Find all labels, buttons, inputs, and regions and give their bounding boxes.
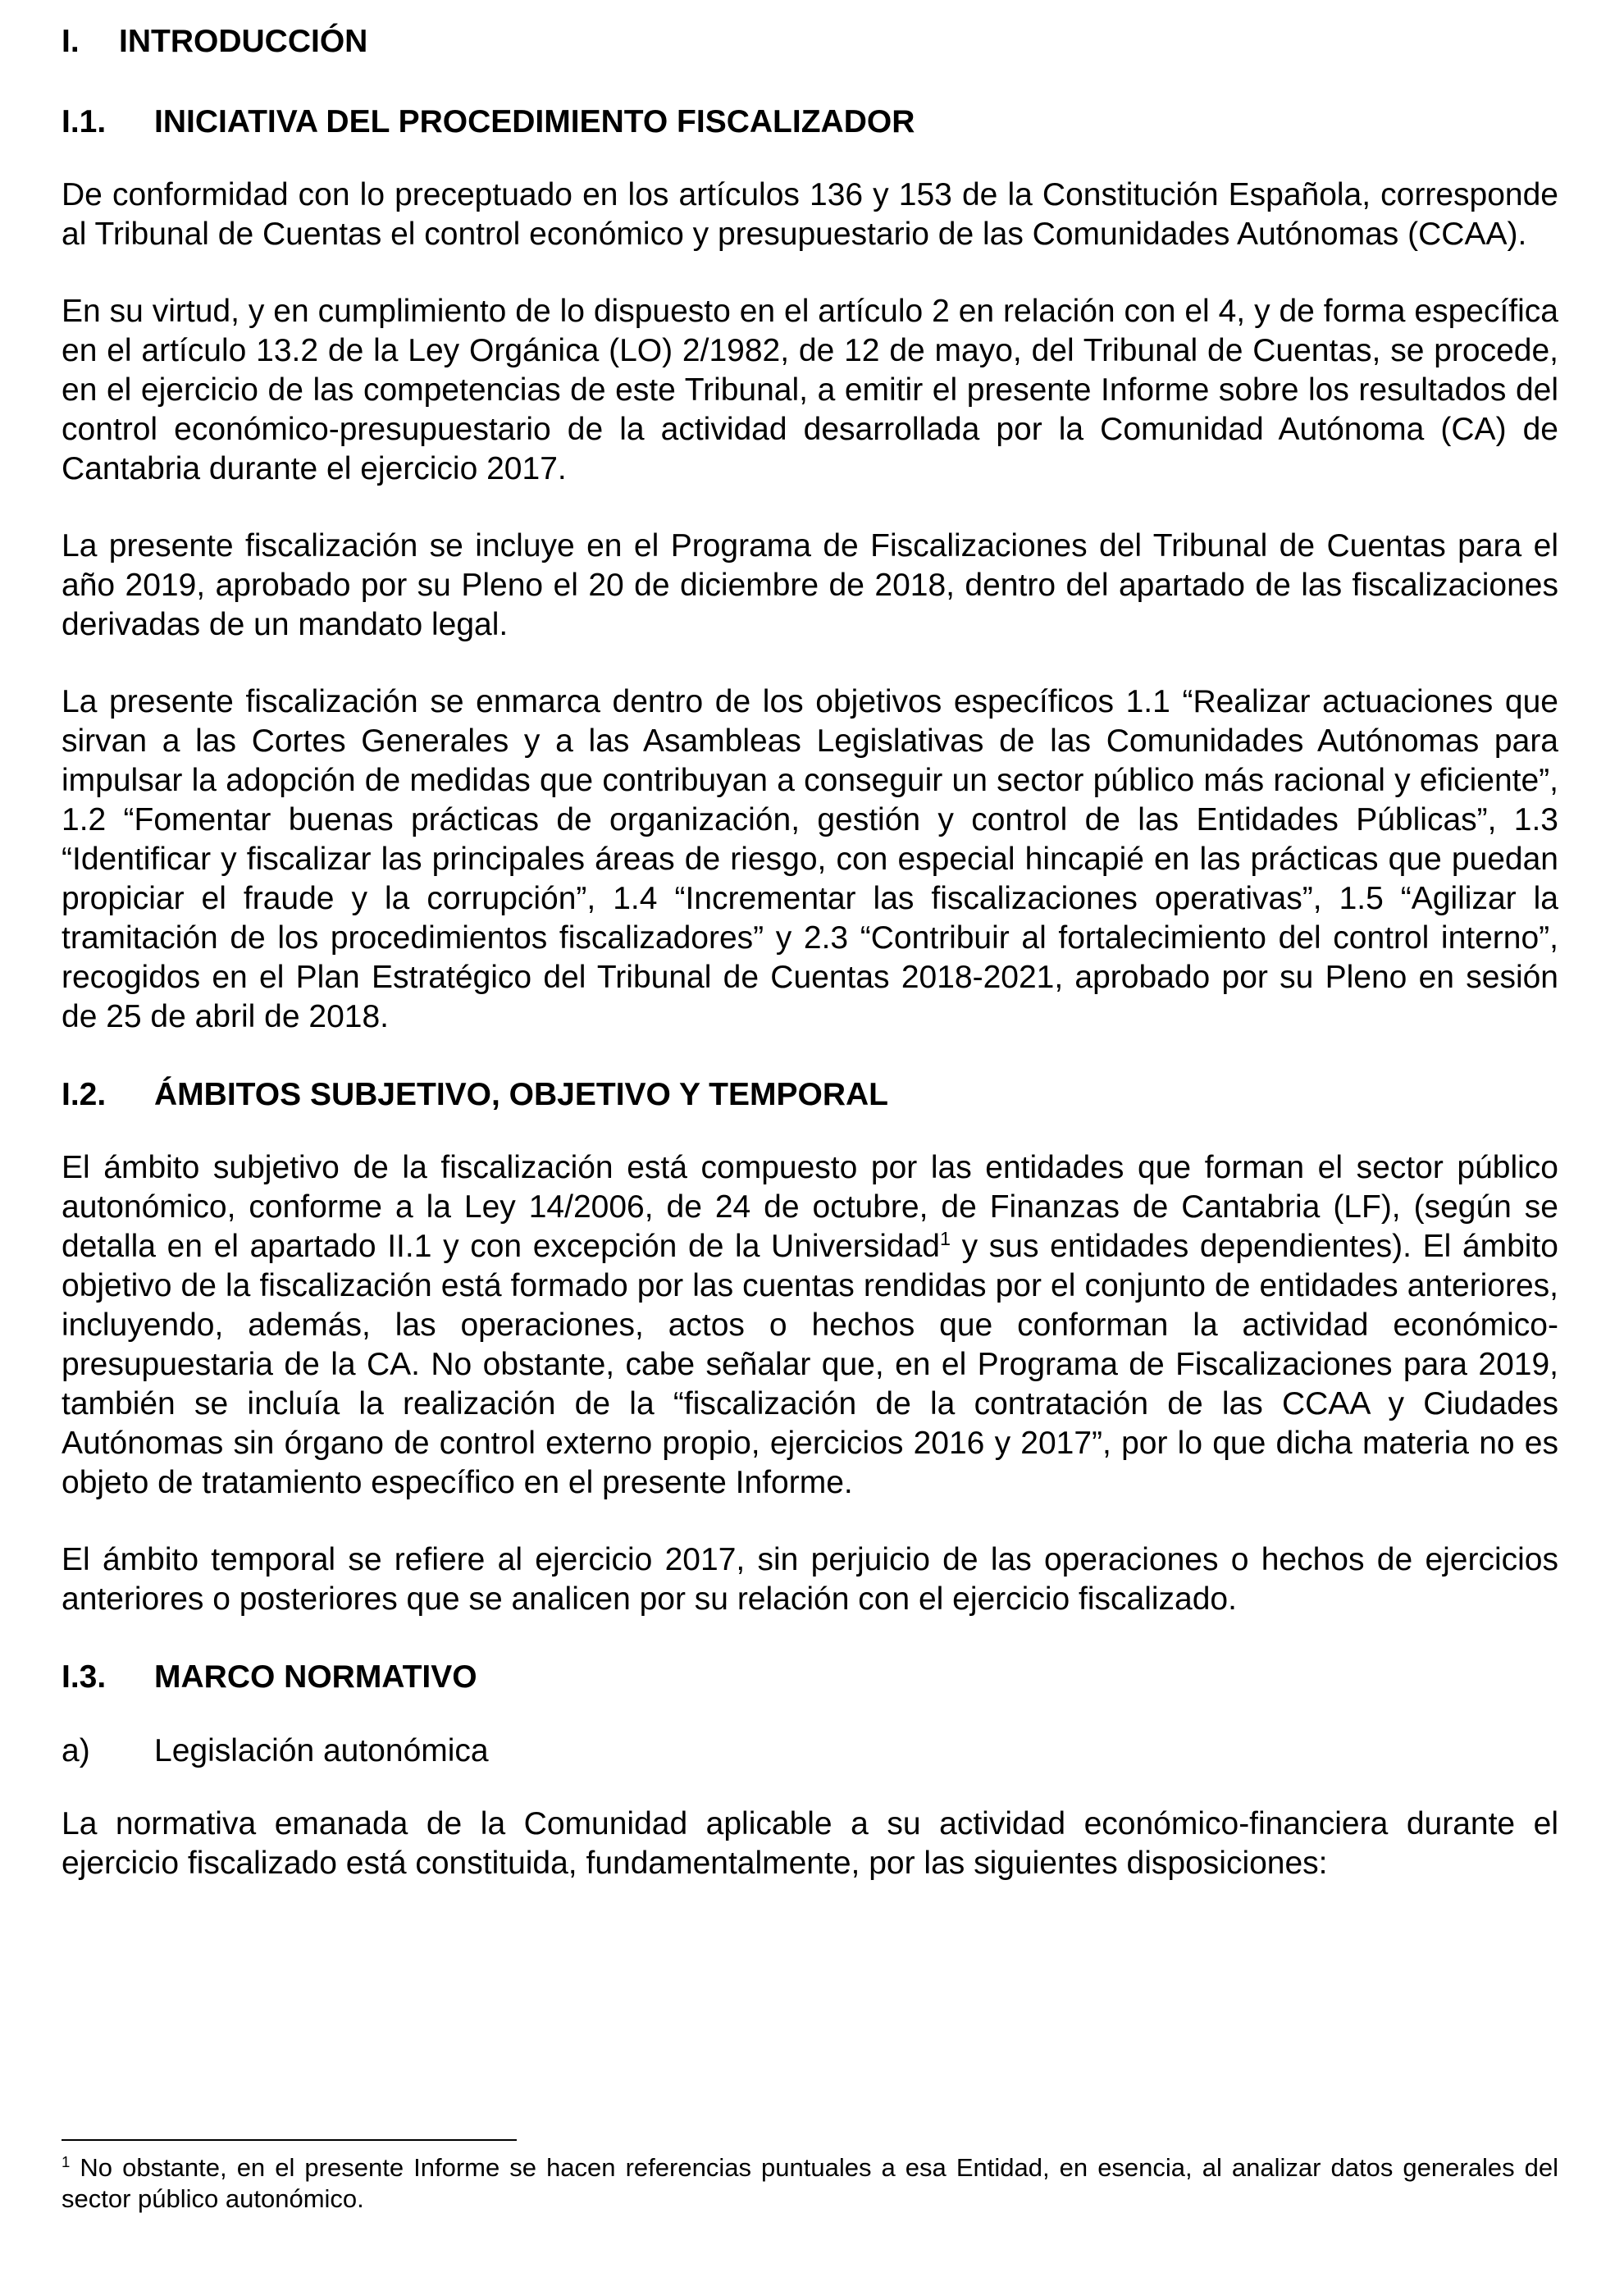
sub-number: a) bbox=[62, 1733, 90, 1768]
sub-heading-legislacion bbox=[62, 1731, 1558, 1772]
sub-title: Legislación autonómica bbox=[154, 1733, 489, 1768]
text-run: El ámbito subjetivo de la fiscalización está compuesto por las entidades que forman el sector público autonómico, conforme a la Ley 14/2006, de 24 de octubre, de Finanzas de Cantabria (LF), (según se detalla en el apartado II.1 y con excepción de la Universidad bbox=[62, 1150, 1558, 1264]
section-heading-introduccion bbox=[62, 21, 1558, 62]
paragraph-en-su-virtud: En su virtud, y en cumplimiento de lo dispuesto en el artículo 2 en relación con el 4, y de forma específica en el artículo 13.2 de la Ley Orgánica (LO) 2/1982, de 12 de mayo, del Tribunal de Cuentas, se procede, en el ejercicio de las competencias de este Tribunal, a emitir el presente Informe sobre los resultados del control económico-presupuestario de la actividad desarrollada por la Comunidad Autónoma (CA) de Cantabria durante el ejercicio 2017. bbox=[62, 294, 1558, 486]
subsection-title: ÁMBITOS SUBJETIVO, OBJETIVO Y TEMPORAL bbox=[154, 1077, 888, 1112]
footnote-reference: 1 bbox=[939, 1227, 951, 1249]
subsection-number: I.2. bbox=[62, 1077, 107, 1112]
text-run: y sus entidades dependientes). El ámbito objetivo de la fiscalización está formado por las cuentas rendidas por el conjunto de entidades anteriores, incluyendo, además, las operaciones, actos o hechos que conforman la actividad económico-presupuestaria de la CA. No obstante, cabe señalar que, en el Programa de Fiscalizaciones para 2019, también se incluía la realización de la “fiscalización de la contratación de las CCAA y Ciudades Autónomas sin órgano de control externo propio, ejercicios 2016 y 2017”, por lo que dicha materia no es objeto de tratamiento específico en el presente Informe. bbox=[62, 1229, 1558, 1500]
footnote bbox=[62, 2152, 1558, 2215]
subsection-number: I.3. bbox=[62, 1659, 107, 1695]
paragraph-constitucion: De conformidad con lo preceptuado en los artículos 136 y 153 de la Constitución Española, corresponde al Tribunal de Cuentas el control económico y presupuestario de las Comunidades Autónomas (CCAA). bbox=[62, 177, 1558, 252]
subsection-title: MARCO NORMATIVO bbox=[154, 1659, 477, 1695]
paragraph-ambito-subjetivo bbox=[62, 1148, 1558, 1503]
footnote-mark: 1 bbox=[62, 2152, 71, 2170]
paragraph-programa-fiscalizaciones: La presente fiscalización se incluye en el Programa de Fiscalizaciones del Tribunal de Cuentas para el año 2019, aprobado por su Pleno el 20 de diciembre de 2018, dentro del apartado de las fiscalizaciones derivadas de un mandato legal. bbox=[62, 528, 1558, 642]
paragraph-normativa: La normativa emanada de la Comunidad aplicable a su actividad económico-financiera durante el ejercicio fiscalizado está constituida, fundamentalmente, por las siguientes disposiciones: bbox=[62, 1806, 1558, 1881]
subsection-heading-marco-normativo bbox=[62, 1657, 1558, 1698]
subsection-title: INICIATIVA DEL PROCEDIMIENTO FISCALIZADOR bbox=[154, 104, 915, 139]
subsection-heading-ambitos bbox=[62, 1075, 1558, 1116]
paragraph-objetivos-especificos: La presente fiscalización se enmarca dentro de los objetivos específicos 1.1 “Realizar actuaciones que sirvan a las Cortes Generales y a las Asambleas Legislativas de las Comunidades Autónomas para impulsar la adopción de medidas que contribuyan a conseguir un sector público más racional y eficiente”, 1.2 “Fomentar buenas prácticas de organización, gestión y control de las Entidades Públicas”, 1.3 “Identificar y fiscalizar las principales áreas de riesgo, con especial hincapié en las prácticas que puedan propiciar el fraude y la corrupción”, 1.4 “Incrementar las fiscalizaciones operativas”, 1.5 “Agilizar la tramitación de los procedimientos fiscalizadores” y 2.3 “Contribuir al fortalecimiento del control interno”, recogidos en el Plan Estratégico del Tribunal de Cuentas 2018-2021, aprobado por su Pleno en sesión de 25 de abril de 2018. bbox=[62, 684, 1558, 1034]
footnote-text: No obstante, en el presente Informe se hacen referencias puntuales a esa Entidad, en esencia, al analizar datos generales del sector público autonómico. bbox=[62, 2153, 1558, 2213]
section-title: INTRODUCCIÓN bbox=[119, 24, 368, 59]
footnote-separator bbox=[62, 2139, 517, 2141]
subsection-number: I.1. bbox=[62, 104, 107, 139]
paragraph-ambito-temporal: El ámbito temporal se refiere al ejercicio 2017, sin perjuicio de las operaciones o hechos de ejercicios anteriores o posteriores que se analicen por su relación con el ejercicio fiscalizado. bbox=[62, 1542, 1558, 1617]
section-number: I. bbox=[62, 24, 80, 59]
subsection-heading-iniciativa bbox=[62, 102, 1558, 143]
